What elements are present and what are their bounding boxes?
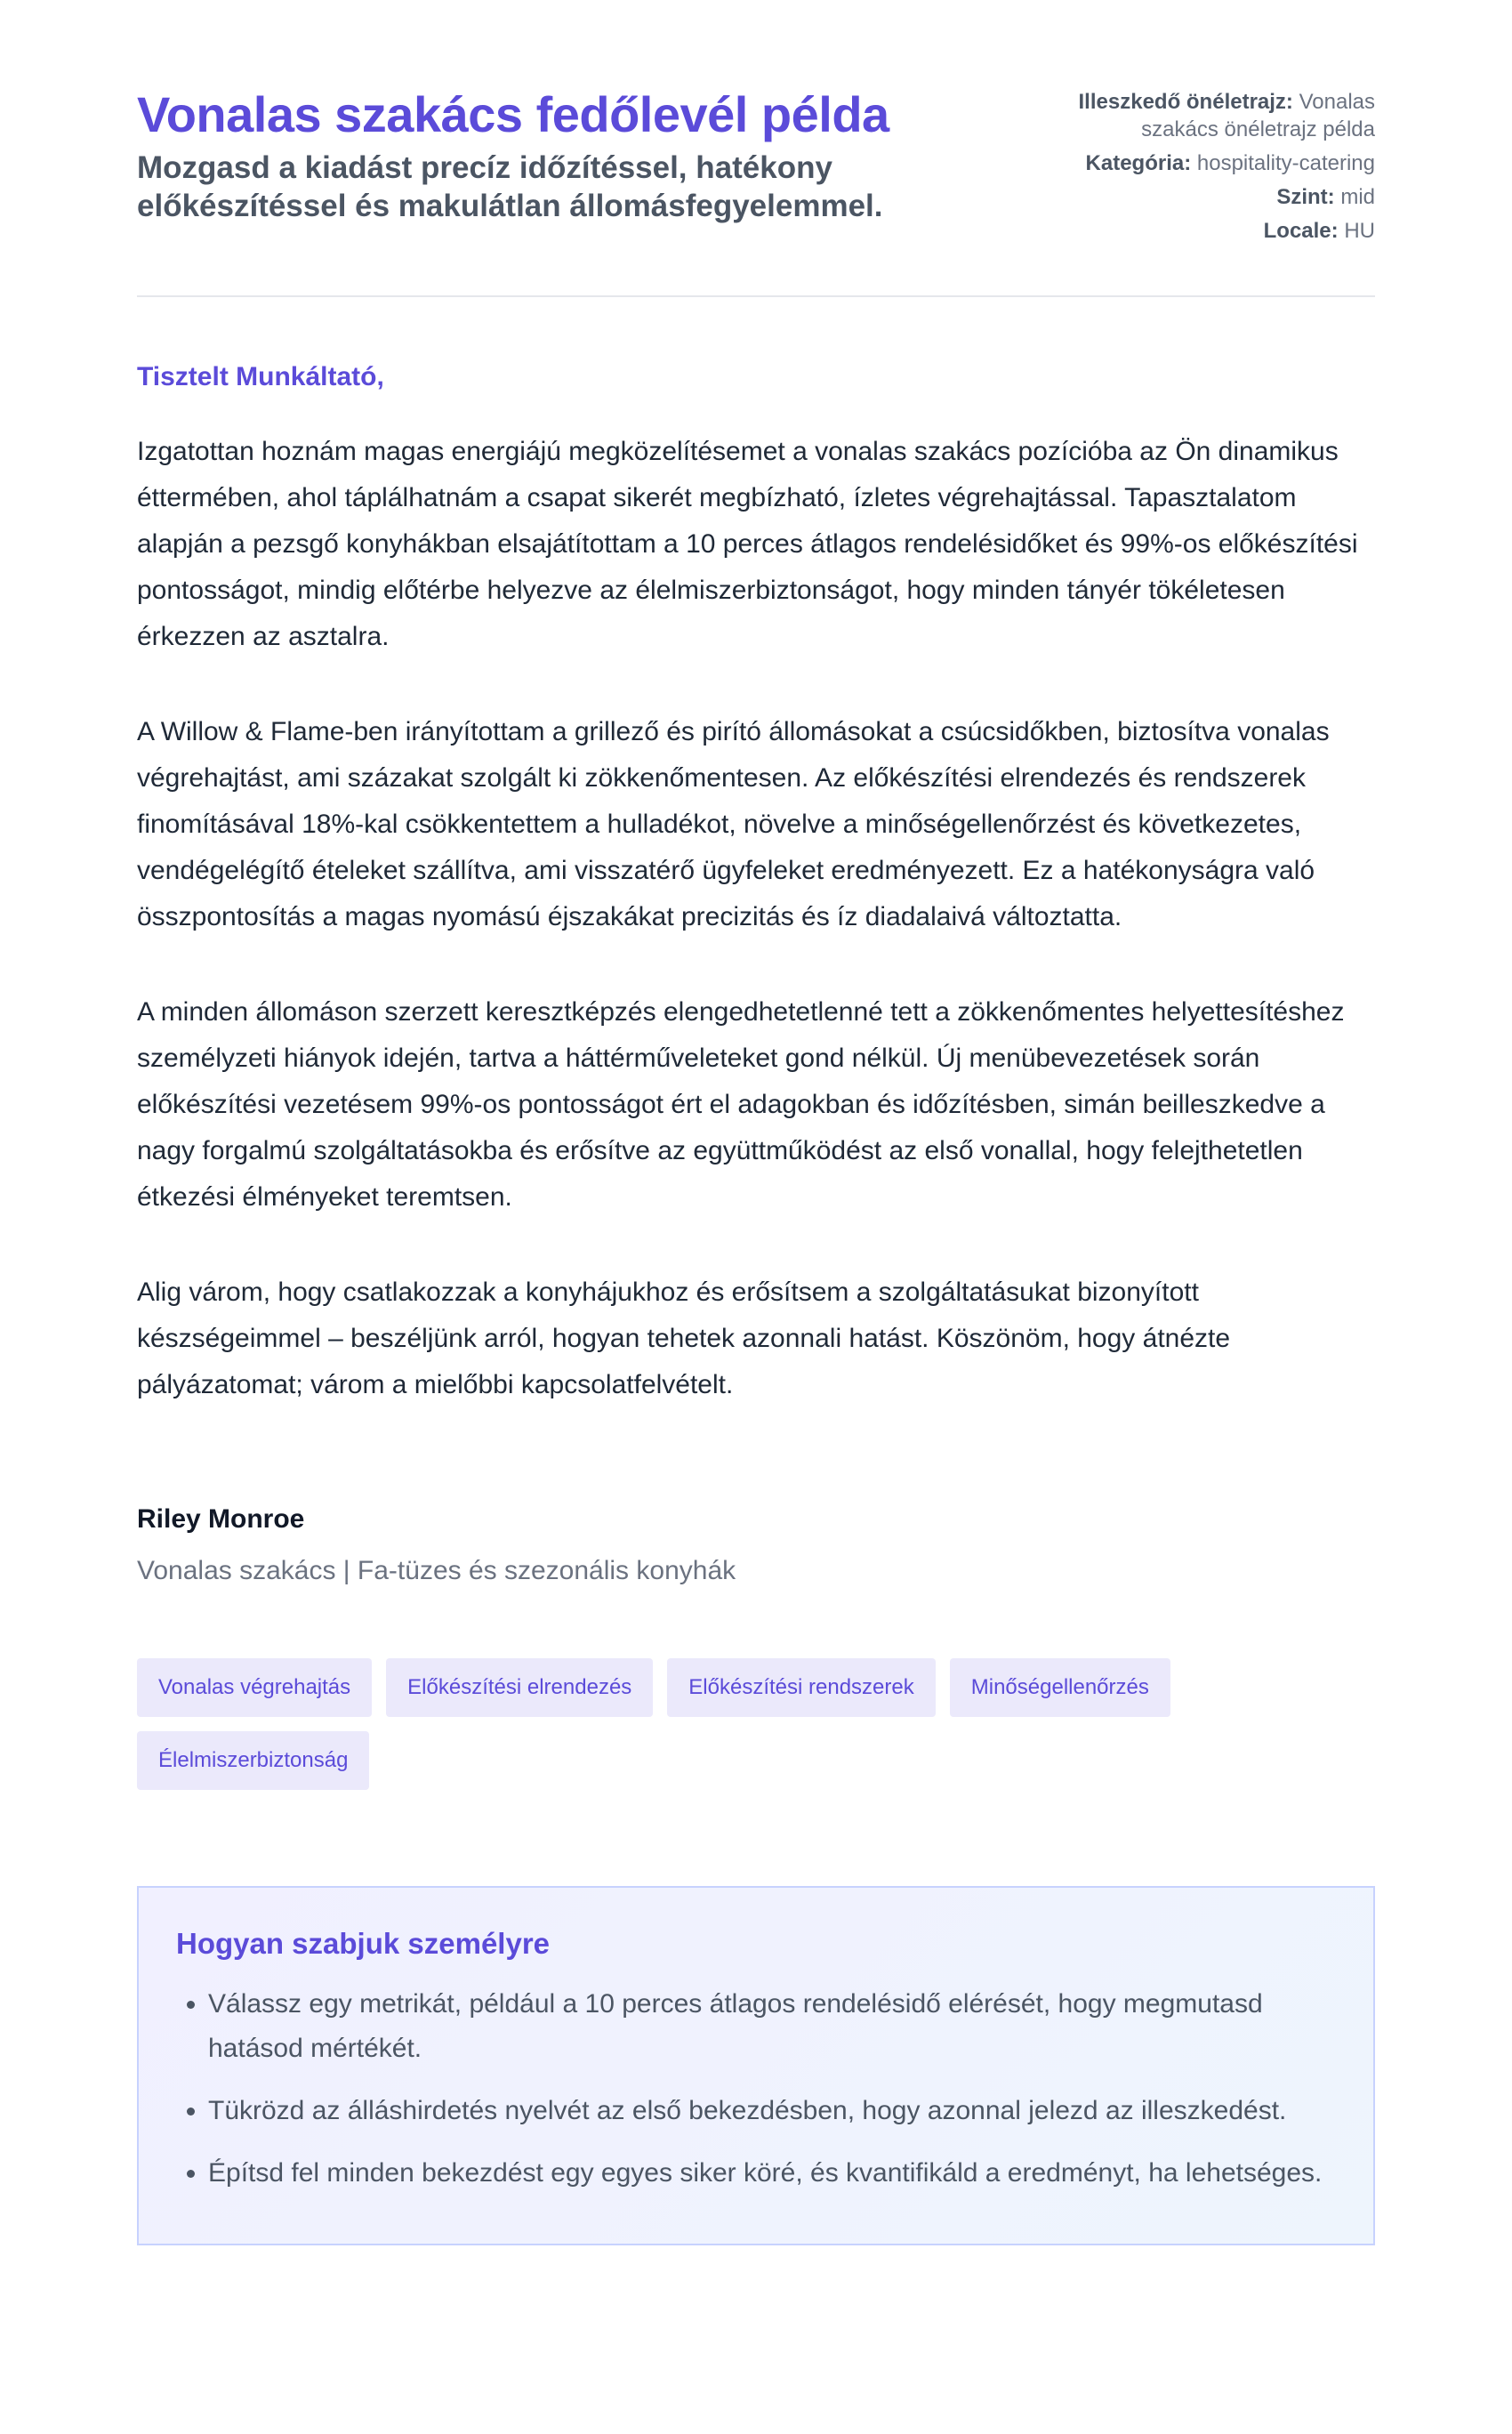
tip-item: • Tükrözd az álláshirdetés nyelvét az első bekezdésben, hogy azonnal jelezd az illeszkedést. [208,2089,1336,2133]
meta-panel [1037,85,1375,251]
letter-paragraph-2: A Willow & Flame-ben irányítottam a grillező és pirító állomásokat a csúcsidőkben, biztosítva vonalas végrehajtást, ami százakat szolgált ki zökkenőmentesen. Az előkészítési elrendezés és rendszerek finomításával 18%-kal csökkentettem a hulladékot, növelve a minőségellenőrzést és következetes, vendégelégítő ételeket szállítva, ami visszatérő ügyfeleket eredményezett. Ez a hatékonyságra való összpontosítás a magas nyomású éjszakákat precizitás és íz diadalaivá változtatta. [137,717,1330,931]
meta-label: Szint: [1276,185,1335,209]
skill-tag: Minőségellenőrzés [950,1658,1170,1717]
skill-tags [137,1658,1375,1790]
meta-locale [1037,217,1375,245]
tips-title: Hogyan szabjuk személyre [176,1927,551,1960]
page-subtitle: Mozgasd a kiadást precíz időzítéssel, hatékony előkészítéssel és makulátlan állomásfegyelemmel. [137,150,883,223]
skill-tag: Előkészítési elrendezés [386,1658,653,1717]
meta-value: mid [1340,185,1375,209]
meta-matching-resume [1037,88,1375,143]
meta-category [1037,149,1375,177]
tips-list [176,1982,1336,2196]
skill-tag: Élelmiszerbiztonság [137,1731,369,1790]
meta-value: HU [1344,219,1375,243]
signature-title: Vonalas szakács | Fa-tüzes és szezonális konyhák [137,1556,736,1585]
letter-body [137,359,1375,1589]
meta-value: Vonalas szakács önéletrajz példa [1141,90,1375,141]
meta-label: Illeszkedő önéletrajz: [1078,90,1293,114]
letter-paragraph-1: Izgatottan hoznám magas energiájú megközelítésemet a vonalas szakács pozícióba az Ön dinamikus éttermében, ahol táplálhatnám a csapat sikerét megbízható, ízletes végrehajtással. Tapasztalatom alapján a pezsgő konyhákban elsajátítottam a 10 perces átlagos rendelésidőket és 99%-os előkészítési pontosságot, mindig előtérbe helyezve az élelmiszerbiztonságot, hogy minden tányér tökéletesen érkezzen az asztalra. [137,437,1358,651]
meta-label: Locale: [1263,219,1339,243]
meta-value: hospitality-catering [1196,151,1375,175]
letter-paragraph-3: A minden állomáson szerzett keresztképzés elengedhetetlenné tett a zökkenőmentes helyettesítéshez személyzeti hiányok idején, tartva a háttérműveleteket gond nélkül. Új menübevezetések során előkészítési vezetésem 99%-os pontosságot ért el adagokban és időzítésben, simán beilleszkedve a nagy forgalmú szolgáltatásokba és erősítve az együttműködést az első vonallal, hogy felejthetetlen étkezési élményeket teremtsen. [137,997,1345,1212]
header-titles [137,85,982,225]
skill-tag: Előkészítési rendszerek [667,1658,935,1717]
tip-item: • Válassz egy metrikát, például a 10 perces átlagos rendelésidő elérését, hogy megmutasd hatásod mértékét. [208,1982,1336,2071]
tip-item: • Építsd fel minden bekezdést egy egyes siker köré, és kvantifikáld a eredményt, ha lehetséges. [208,2151,1336,2196]
signature-block [137,1502,1375,1589]
skill-tag: Vonalas végrehajtás [137,1658,372,1717]
customization-tips-box [137,1886,1375,2245]
page-title: Vonalas szakács fedőlevél példa [137,86,889,142]
meta-level [1037,183,1375,211]
signature-name: Riley Monroe [137,1504,305,1534]
meta-label: Kategória: [1085,151,1192,175]
letter-paragraph-4: Alig várom, hogy csatlakozzak a konyhájukhoz és erősítsem a szolgáltatásukat bizonyított készségeimmel – beszéljünk arról, hogyan tehetek azonnali hatást. Köszönöm, hogy átnézte pályázatomat; várom a mielőbbi kapcsolatfelvételt. [137,1277,1231,1399]
page-header [137,85,1375,297]
letter-greeting: Tisztelt Munkáltató, [137,362,384,391]
